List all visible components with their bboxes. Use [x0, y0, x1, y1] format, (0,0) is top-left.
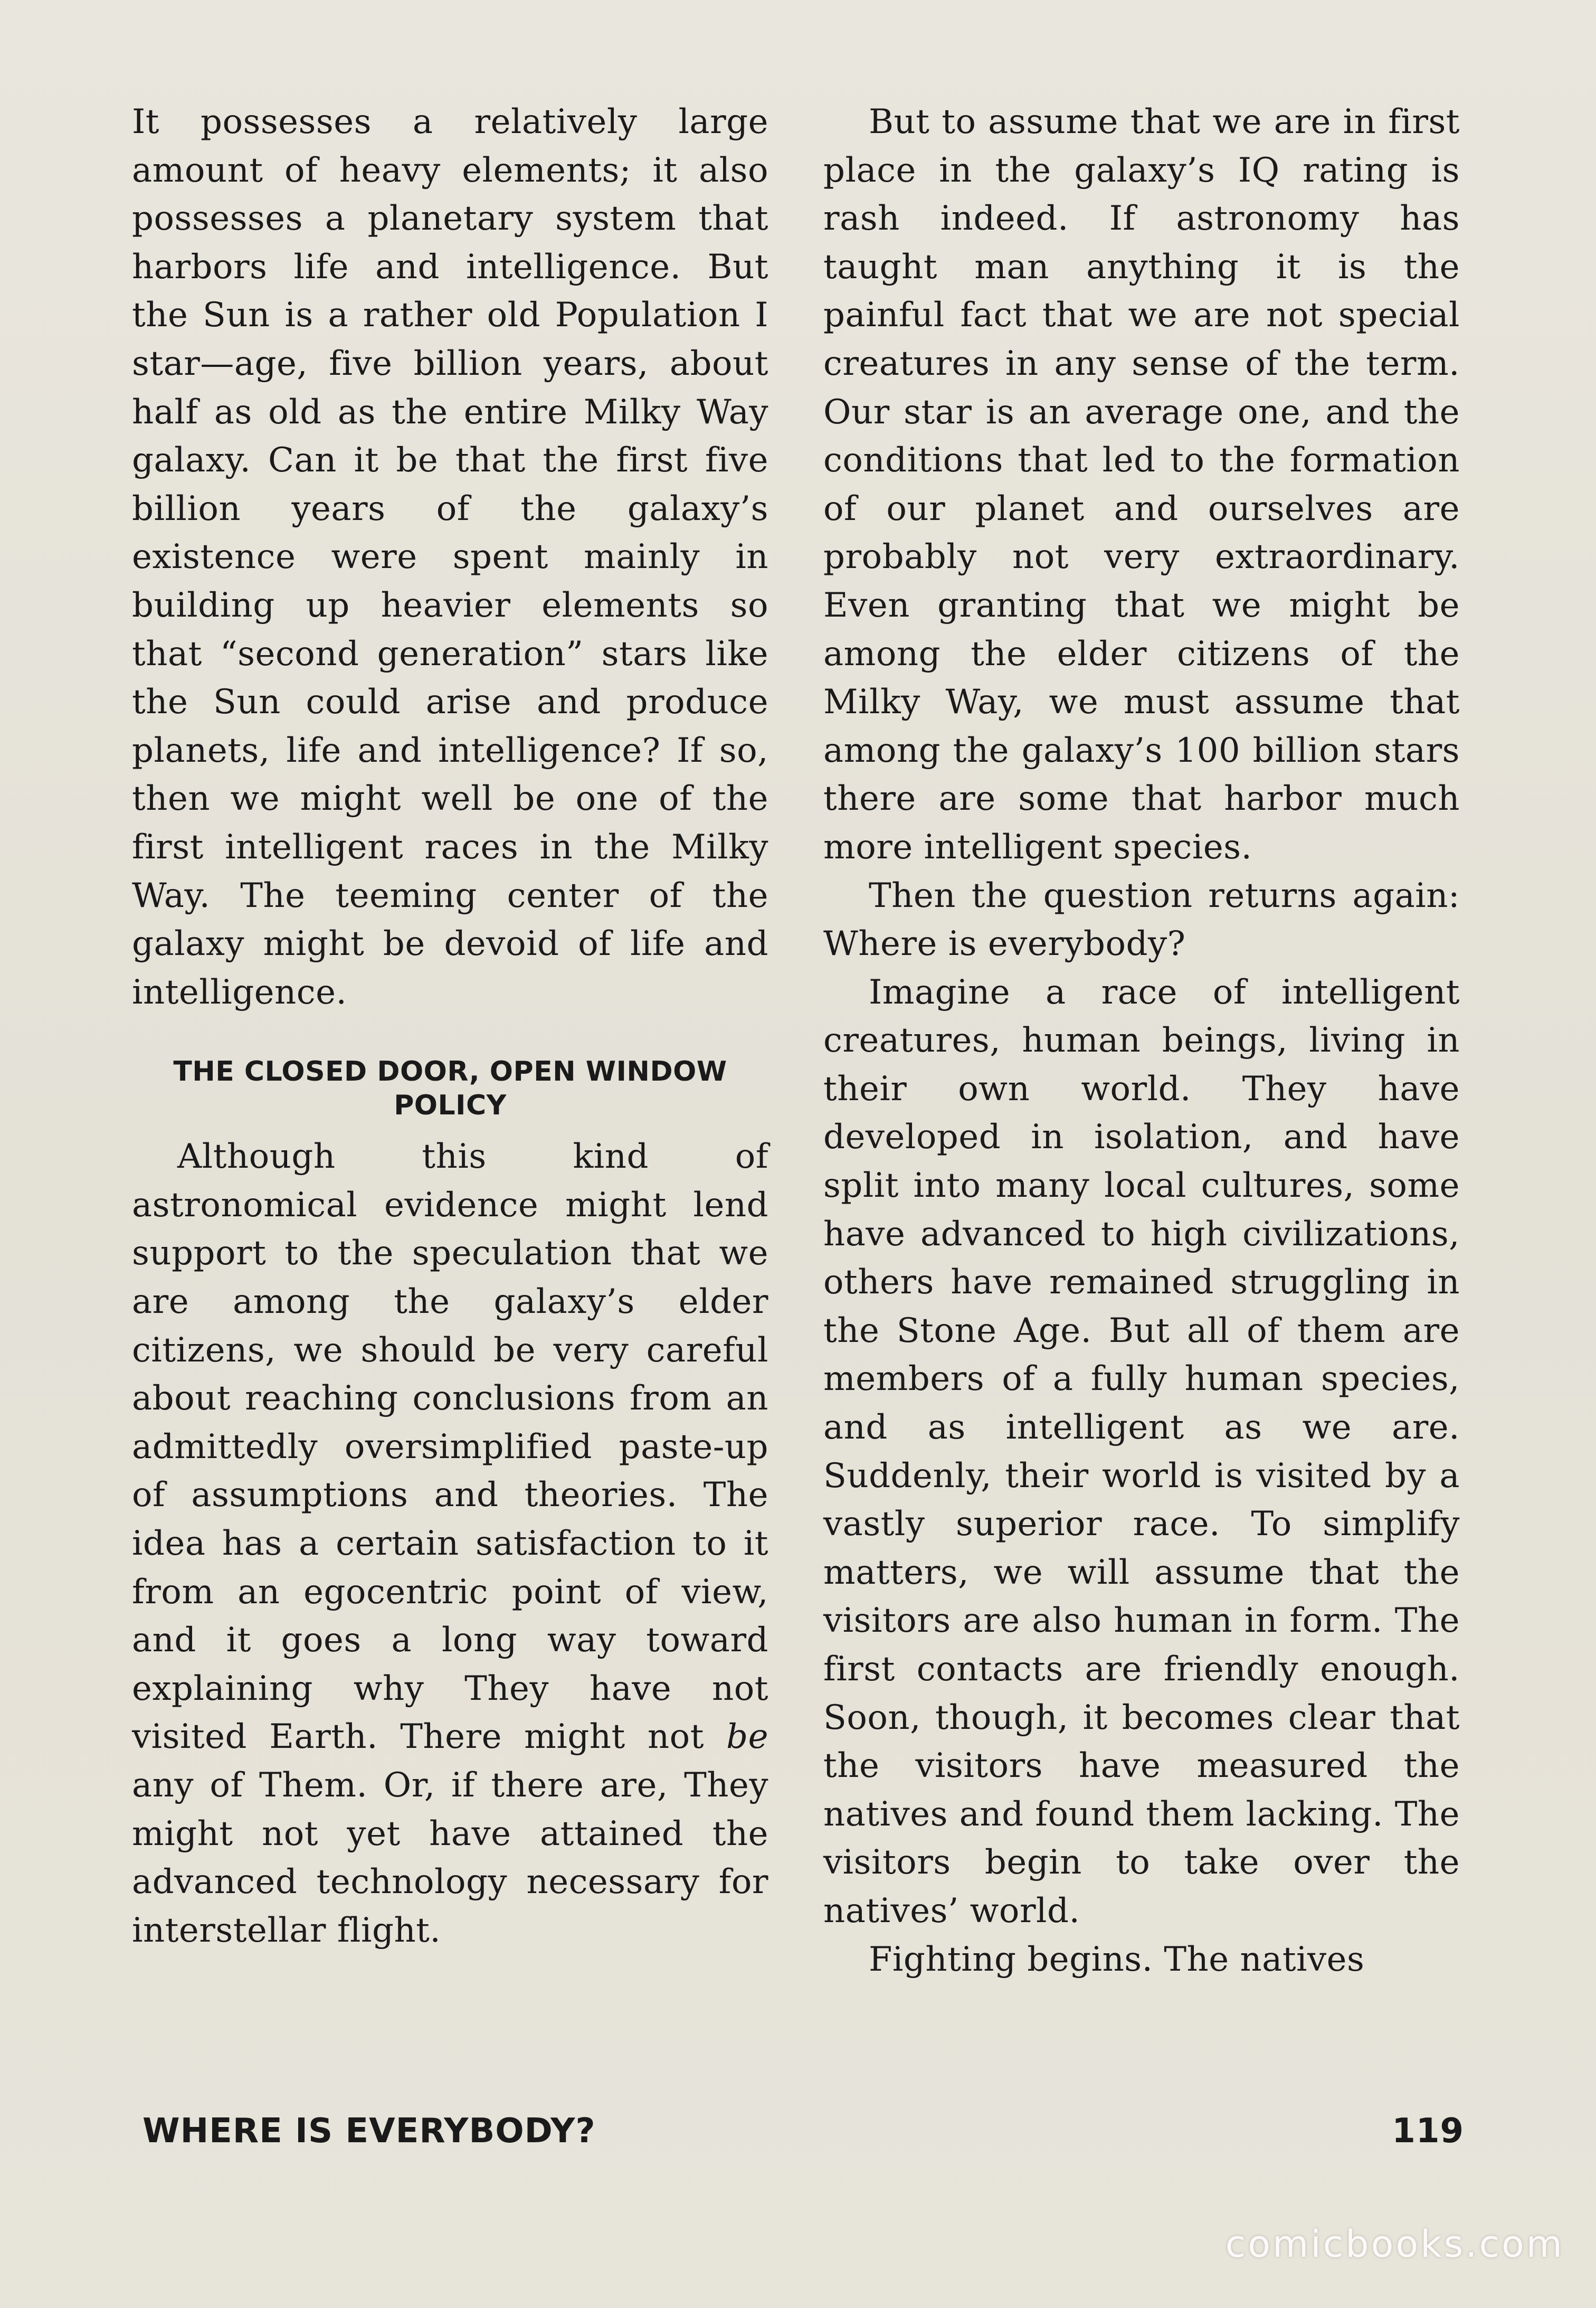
paragraph-text: Although this kind of astronomical evidence might lend support to the speculation that we are among the galaxy’s elder citizens, we should be very careful about reaching conclusions from an admittedly oversimplified paste-up of assumptions and theories. The idea has a certain satisfaction to it from an egocentric point of view, and it goes a long way toward explaining why They have not visited Earth. There might not: [132, 1137, 768, 1757]
paragraph: Then the question returns again: Where is everybody?: [823, 876, 1460, 964]
running-title: WHERE IS EVERYBODY?: [142, 2112, 596, 2151]
watermark: comicbooks.com: [1225, 2222, 1564, 2266]
page-number: 119: [1392, 2112, 1464, 2151]
right-column: [823, 98, 1460, 1984]
paragraph: It possesses a relatively large amount of heavy elements; it also possesses a planetary system that harbors life and intelligence. But the Sun is a rather old Population I star—age, five billion years, about half as old as the entire Milky Way galaxy. Can it be that the first five billion years of the galaxy’s existence were spent mainly in building up heavier elements so that “second generation” stars like the Sun could arise and produce planets, life and intelligence? If so, then we might well be one of the first intelligent races in the Milky Way. The teeming center of the galaxy might be devoid of life and intelligence.: [132, 102, 768, 1012]
page-footer: [142, 2112, 1464, 2154]
paragraph: [132, 1133, 768, 1955]
emphasis-text: be: [726, 1717, 768, 1757]
paragraph: Imagine a race of intelligent creatures, human beings, living in their own world. They have developed in isolation, and have split into many local cultures, some have advanced to high civilizations, others have remained struggling in the Stone Age. But all of them are members of a fully human species, and as intelligent as we are. Suddenly, their world is visited by a vastly superior race. To simplify matters, we will assume that the visitors are also human in form. The first contacts are friendly enough. Soon, though, it becomes clear that the visitors have measured the natives and found them lacking. The visitors begin to take over the natives’ world.: [823, 972, 1460, 1931]
left-column: [132, 98, 768, 1955]
paragraph-text: any of Them. Or, if there are, They might not yet have attained the advanced technology necessary for interstellar flight.: [132, 1766, 768, 1950]
section-heading: THE CLOSED DOOR, OPEN WINDOW POLICY: [173, 1056, 727, 1122]
paragraph: But to assume that we are in first place in the galaxy’s IQ rating is rash indeed. If astronomy has taught man anything it is the painful fact that we are not special creatures in any sense of the term. Our star is an average one, and the conditions that led to the formation of our planet and ourselves are probably not very extraordinary. Even granting that we might be among the elder citizens of the Milky Way, we must assume that among the galaxy’s 100 billion stars there are some that harbor much more intelligent species.: [823, 102, 1460, 867]
paragraph: Fighting begins. The natives: [869, 1940, 1365, 1979]
